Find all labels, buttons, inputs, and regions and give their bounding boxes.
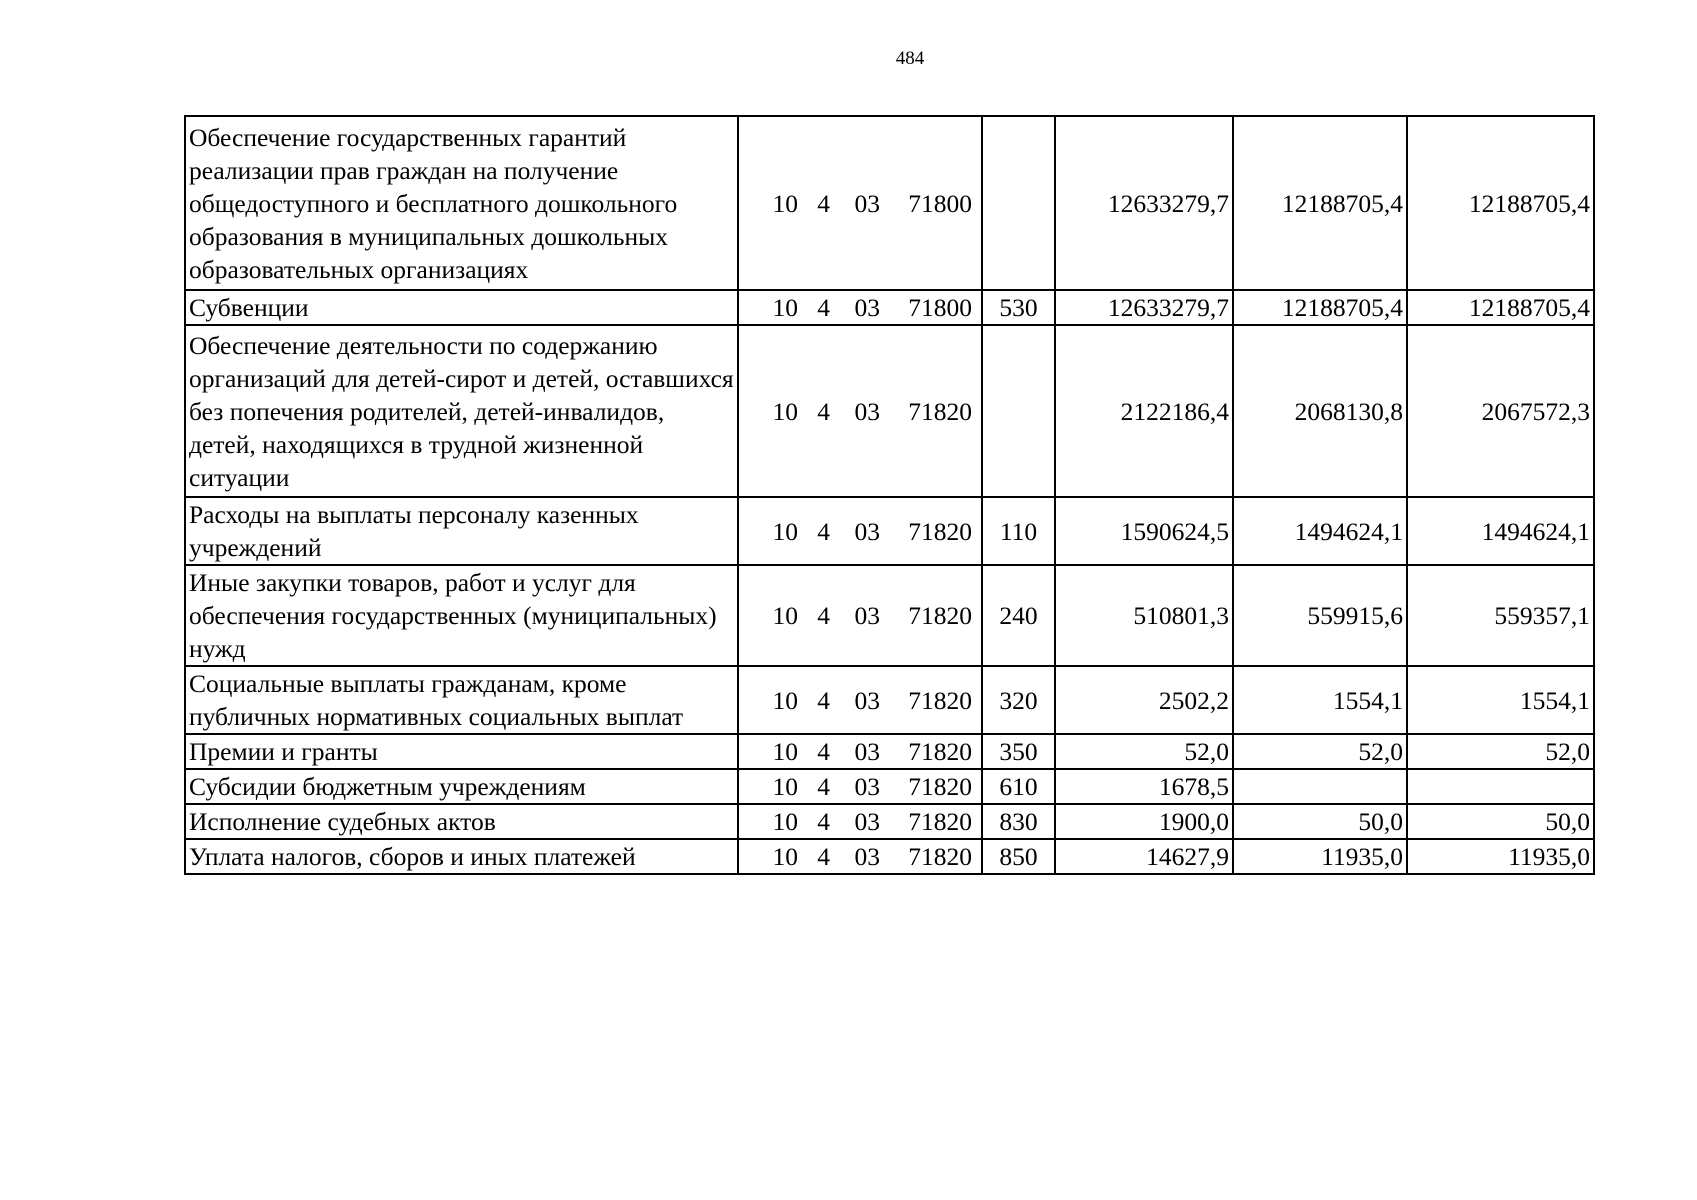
row-name: Социальные выплаты гражданам, кроме публичных нормативных социальных выплат	[185, 666, 738, 734]
row-codes	[738, 734, 982, 769]
code-program: 4	[817, 842, 830, 871]
value-year-3: 11935,0	[1407, 839, 1594, 874]
row-name: Премии и гранты	[185, 734, 738, 769]
expense-kind: 350	[982, 734, 1055, 769]
code-subprogram: 03	[854, 685, 880, 715]
value-year-2: 1554,1	[1233, 666, 1407, 734]
code-program: 4	[817, 293, 830, 322]
row-codes	[738, 804, 982, 839]
budget-table	[184, 115, 1595, 875]
row-name: Субвенции	[185, 290, 738, 325]
row-codes	[738, 565, 982, 666]
code-section: 10	[772, 737, 798, 766]
code-direction: 71820	[908, 737, 972, 766]
row-codes	[738, 839, 982, 874]
code-direction: 71800	[908, 293, 972, 322]
expense-kind: 240	[982, 565, 1055, 666]
code-section: 10	[772, 188, 798, 218]
expense-kind	[982, 325, 1055, 497]
code-section: 10	[772, 772, 798, 801]
row-codes	[738, 497, 982, 565]
value-year-3: 2067572,3	[1407, 325, 1594, 497]
value-year-2: 11935,0	[1233, 839, 1407, 874]
table-row	[185, 666, 1594, 734]
value-year-2: 12188705,4	[1233, 116, 1407, 290]
code-subprogram: 03	[854, 601, 880, 630]
code-section: 10	[772, 807, 798, 836]
code-direction: 71820	[908, 601, 972, 630]
code-section: 10	[772, 396, 798, 426]
expense-kind: 110	[982, 497, 1055, 565]
code-direction: 71820	[908, 516, 972, 546]
value-year-2: 1494624,1	[1233, 497, 1407, 565]
code-subprogram: 03	[854, 396, 880, 426]
value-year-3: 52,0	[1407, 734, 1594, 769]
row-codes	[738, 325, 982, 497]
value-year-3: 559357,1	[1407, 565, 1594, 666]
table-row	[185, 116, 1594, 290]
value-year-2: 12188705,4	[1233, 290, 1407, 325]
row-name: Обеспечение государственных гарантий реализации прав граждан на получение общедоступного и бесплатного дошкольного образования в муниципальных дошкольных образовательных организациях	[185, 116, 738, 290]
table-row	[185, 804, 1594, 839]
value-year-1: 12633279,7	[1055, 116, 1233, 290]
value-year-3: 12188705,4	[1407, 290, 1594, 325]
expense-kind: 530	[982, 290, 1055, 325]
value-year-1: 1590624,5	[1055, 497, 1233, 565]
code-program: 4	[817, 807, 830, 836]
code-program: 4	[817, 685, 830, 715]
code-subprogram: 03	[854, 772, 880, 801]
code-direction: 71820	[908, 807, 972, 836]
code-subprogram: 03	[854, 188, 880, 218]
code-program: 4	[817, 772, 830, 801]
expense-kind	[982, 116, 1055, 290]
code-program: 4	[817, 396, 830, 426]
page-number: 484	[895, 48, 925, 69]
row-name: Исполнение судебных актов	[185, 804, 738, 839]
value-year-1: 2502,2	[1055, 666, 1233, 734]
value-year-1: 52,0	[1055, 734, 1233, 769]
code-subprogram: 03	[854, 807, 880, 836]
value-year-2: 52,0	[1233, 734, 1407, 769]
row-codes	[738, 290, 982, 325]
code-section: 10	[772, 685, 798, 715]
code-section: 10	[772, 516, 798, 546]
value-year-1: 1678,5	[1055, 769, 1233, 804]
table-row	[185, 290, 1594, 325]
code-program: 4	[817, 516, 830, 546]
row-name: Уплата налогов, сборов и иных платежей	[185, 839, 738, 874]
row-name: Обеспечение деятельности по содержанию организаций для детей-сирот и детей, оставшихся без попечения родителей, детей-инвалидов, детей, находящихся в трудной жизненной ситуации	[185, 325, 738, 497]
code-program: 4	[817, 737, 830, 766]
code-section: 10	[772, 601, 798, 630]
value-year-2: 559915,6	[1233, 565, 1407, 666]
value-year-1: 1900,0	[1055, 804, 1233, 839]
value-year-1: 12633279,7	[1055, 290, 1233, 325]
table-row	[185, 497, 1594, 565]
value-year-3: 50,0	[1407, 804, 1594, 839]
expense-kind: 850	[982, 839, 1055, 874]
value-year-1: 510801,3	[1055, 565, 1233, 666]
table-row	[185, 325, 1594, 497]
code-subprogram: 03	[854, 293, 880, 322]
value-year-2	[1233, 769, 1407, 804]
row-codes	[738, 769, 982, 804]
expense-kind: 320	[982, 666, 1055, 734]
value-year-2: 50,0	[1233, 804, 1407, 839]
row-name: Субсидии бюджетным учреждениям	[185, 769, 738, 804]
value-year-2: 2068130,8	[1233, 325, 1407, 497]
code-subprogram: 03	[854, 842, 880, 871]
code-section: 10	[772, 842, 798, 871]
table-row	[185, 565, 1594, 666]
value-year-3: 1494624,1	[1407, 497, 1594, 565]
row-name: Расходы на выплаты персоналу казенных учреждений	[185, 497, 738, 565]
value-year-3: 1554,1	[1407, 666, 1594, 734]
code-program: 4	[817, 601, 830, 630]
row-name: Иные закупки товаров, работ и услуг для обеспечения государственных (муниципальных) нужд	[185, 565, 738, 666]
value-year-1: 14627,9	[1055, 839, 1233, 874]
table-row	[185, 839, 1594, 874]
code-section: 10	[772, 293, 798, 322]
row-codes	[738, 666, 982, 734]
code-direction: 71820	[908, 842, 972, 871]
code-direction: 71820	[908, 772, 972, 801]
code-direction: 71820	[908, 396, 972, 426]
row-codes	[738, 116, 982, 290]
code-program: 4	[817, 188, 830, 218]
code-subprogram: 03	[854, 516, 880, 546]
table-row	[185, 734, 1594, 769]
value-year-3	[1407, 769, 1594, 804]
table-row	[185, 769, 1594, 804]
value-year-1: 2122186,4	[1055, 325, 1233, 497]
code-direction: 71820	[908, 685, 972, 715]
expense-kind: 830	[982, 804, 1055, 839]
value-year-3: 12188705,4	[1407, 116, 1594, 290]
expense-kind: 610	[982, 769, 1055, 804]
code-direction: 71800	[908, 188, 972, 218]
code-subprogram: 03	[854, 737, 880, 766]
